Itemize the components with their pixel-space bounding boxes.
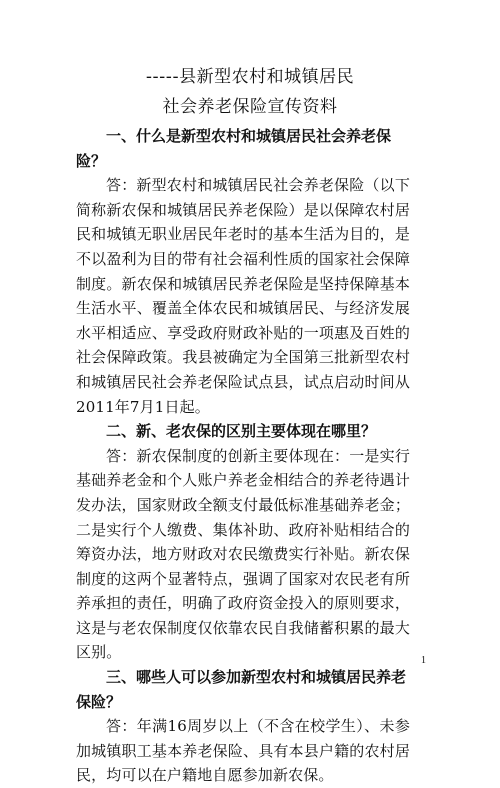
- section-3-heading: 三、哪些人可以参加新型农村和城镇居民养老保险？: [76, 668, 407, 711]
- section-1-body: 答：新型农村和城镇居民社会养老保险（以下简称新农保和城镇居民养老保险）是以保障农村居民和城镇无职业居民年老时的基本生活为目的，是不以盈利为目的带有社会福利性质的国家社会保障制度。新农保和城镇居民养老保险是坚持保障基本生活水平、覆盖全体农民和城镇居民、与经济发展水平相适应、享受政府财政补贴的一项惠及百姓的社会保障政策。我县被确定为全国第三批新型农村和城镇居民社会养老保险试点县，试点启动时间从2011年7月1日起。: [76, 176, 410, 416]
- document-title-line2: 社会养老保险宣传资料: [162, 97, 338, 117]
- section-2-body: 答：新农保制度的创新主要体现在：一是实行基础养老金和个人账户养老金相结合的养老待遇计发办法，国家财政全额支付最低标准基础养老金；二是实行个人缴费、集体补助、政府补贴相结合的筹资办法，地方财政对农民缴费实行补贴。新农保制度的这两个显著特点，强调了国家对农民老有所养承担的责任，明确了政府资金投入的原则要求，这是与老农保制度仅依靠农民自我储蓄积累的最大区别。: [76, 446, 410, 662]
- section-3-body: 答：年满16周岁以上（不含在校学生）、未参加城镇职工基本养老保险、具有本县户籍的农村居民，均可以在户籍地自愿参加新农保。: [76, 717, 410, 785]
- section-2-heading: 二、新、老农保的区别主要体现在哪里？: [106, 422, 377, 441]
- document-title-line1: -----县新型农村和城镇居民: [145, 67, 355, 87]
- page-number: 1: [421, 655, 426, 666]
- document-body: [76, 124, 410, 788]
- section-1-heading: 一、什么是新型农村和城镇居民社会养老保险？: [76, 127, 392, 170]
